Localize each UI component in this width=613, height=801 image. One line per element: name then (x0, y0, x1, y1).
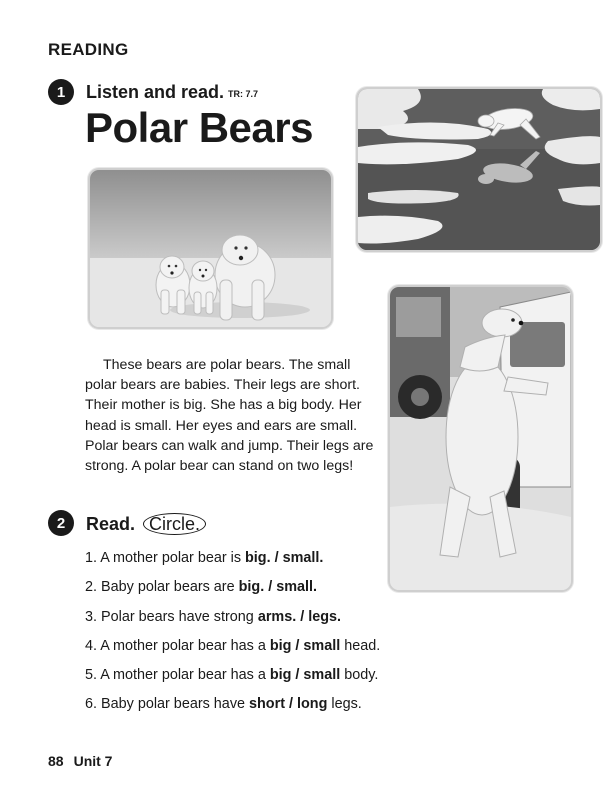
option-a[interactable]: big (269, 638, 292, 654)
question-5 (85, 667, 378, 683)
question-end: head. (344, 638, 381, 654)
activity-2-instruction: Read. (86, 514, 136, 534)
track-label: TR: 7.7 (228, 89, 259, 99)
section-label: READING (48, 40, 129, 59)
question-end: legs. (331, 696, 362, 712)
activity-1-title (86, 82, 258, 103)
question-stem: A mother polar bear has a (100, 667, 266, 683)
option-b[interactable]: legs. (308, 609, 342, 625)
question-stem: Baby polar bears have (101, 696, 246, 712)
option-separator: / (289, 696, 293, 712)
option-b[interactable]: small. (282, 550, 324, 566)
question-number: 4. (85, 638, 98, 654)
question-6 (85, 696, 362, 712)
passage-text: These bears are polar bears. The small polar bears are babies. Their legs are short. Their mother is big. She has a big body. Her head is small. Her eyes and ears are small. Polar bears can walk and jump. Their legs are strong. A polar bear can stand on two legs! (85, 357, 374, 475)
unit-label: Unit 7 (73, 753, 113, 769)
page-footer (48, 753, 112, 769)
question-2 (85, 579, 317, 595)
question-number: 3. (85, 609, 98, 625)
activity-1-instruction: Listen and read. (86, 82, 225, 102)
photo-bear-jumping-on-ice (358, 89, 600, 250)
option-a[interactable]: short (249, 696, 285, 712)
activity-1-number-badge: 1 (48, 79, 74, 105)
option-a[interactable]: big. (238, 579, 265, 595)
question-3 (85, 609, 341, 625)
question-number: 2. (85, 579, 98, 595)
question-1 (85, 550, 323, 566)
option-separator: / (300, 609, 305, 625)
activity-2-title (86, 513, 206, 535)
question-stem: Polar bears have strong (101, 609, 254, 625)
page-title: Polar Bears (85, 104, 313, 151)
option-separator: / (268, 579, 273, 595)
option-separator: / (295, 638, 300, 654)
question-stem: A mother polar bear has a (100, 638, 266, 654)
question-end: body. (344, 667, 379, 683)
option-separator: / (295, 667, 300, 683)
option-b[interactable]: small (303, 638, 341, 654)
photo-bear-standing-by-truck (390, 287, 571, 590)
reading-passage (85, 355, 375, 476)
question-4 (85, 638, 380, 654)
option-separator: / (274, 550, 279, 566)
photo-mother-and-cubs (90, 170, 331, 327)
option-a[interactable]: big (269, 667, 292, 683)
option-a[interactable]: arms. (257, 609, 297, 625)
question-stem: Baby polar bears are (101, 579, 235, 595)
option-b[interactable]: long (297, 696, 328, 712)
question-stem: A mother polar bear is (100, 550, 242, 566)
circle-word: Circle. (143, 513, 206, 535)
option-b[interactable]: small (303, 667, 341, 683)
question-number: 5. (85, 667, 98, 683)
activity-2-number-badge: 2 (48, 510, 74, 536)
question-number: 6. (85, 696, 98, 712)
option-b[interactable]: small. (276, 579, 317, 595)
option-a[interactable]: big. (245, 550, 271, 566)
page-number: 88 (48, 753, 64, 769)
question-number: 1. (85, 550, 98, 566)
